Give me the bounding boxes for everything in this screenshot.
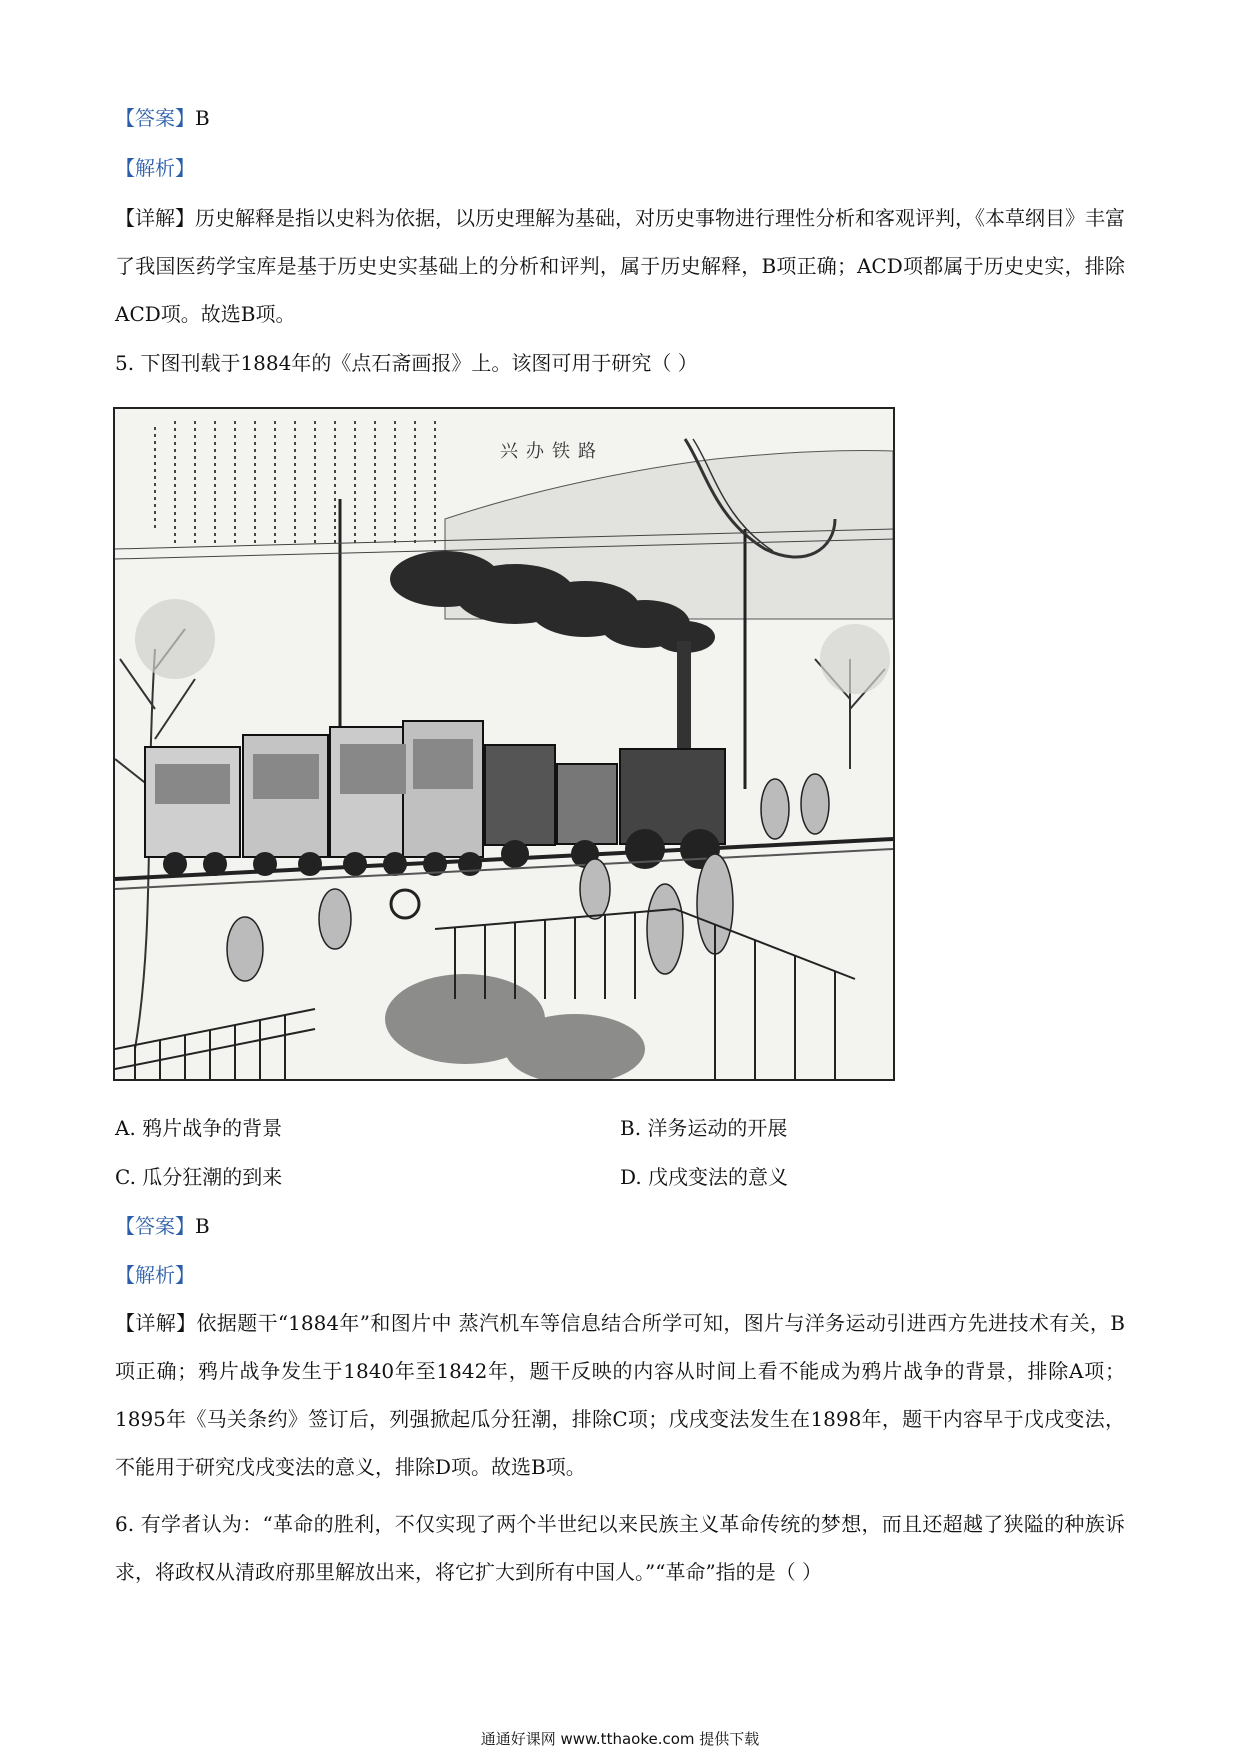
q5-detail-tag: 【详解】: [115, 1311, 197, 1335]
figure-caption: 兴办铁路: [500, 441, 604, 462]
q4-detail-tag: 【详解】: [115, 206, 195, 230]
q4-answer-tag: 【答案】: [115, 106, 195, 130]
q5-option-c: C. 瓜分狂潮的到来: [115, 1165, 283, 1189]
q5-historical-illustration: [113, 407, 895, 1081]
q4-answer-line: [115, 106, 210, 130]
q4-answer-value: B: [195, 106, 210, 130]
q5-answer-line: [115, 1214, 210, 1238]
q5-stem: 5. 下图刊载于1884年的《点石斋画报》上。该图可用于研究（ ）: [115, 351, 698, 375]
q5-answer-tag: 【答案】: [115, 1214, 195, 1238]
q4-detail-text: 历史解释是指以史料为依据，以历史理解为基础，对历史事物进行理性分析和客观评判，《本草纲目》丰富了我国医药学宝库是基于历史史实基础上的分析和评判，属于历史解释，B项正确；ACD项都属于历史史实，排除ACD项。故选B项。: [115, 206, 1125, 326]
q4-analysis-tag: 【解析】: [115, 156, 195, 180]
q5-detail: [115, 1299, 1125, 1491]
q6-stem: 6. 有学者认为：“革命的胜利，不仅实现了两个半世纪以来民族主义革命传统的梦想，而且还超越了狭隘的种族诉求，将政权从清政府那里解放出来，将它扩大到所有中国人。”“革命”指的是（ ）: [115, 1512, 1125, 1584]
q5-analysis-tag: 【解析】: [115, 1263, 195, 1287]
q5-answer-value: B: [195, 1214, 210, 1238]
q5-option-d: D. 戊戌变法的意义: [620, 1165, 789, 1189]
page-footer: 通通好课网 www.tthaoke.com 提供下载: [480, 1730, 760, 1748]
q5-detail-text: 依据题干“1884年”和图片中 蒸汽机车等信息结合所学可知，图片与洋务运动引进西方先进技术有关，B项正确；鸦片战争发生于1840年至1842年，题干反映的内容从时间上看不能成为鸦片战争的背景，排除A项；1895年《马关条约》签订后，列强掀起瓜分狂潮，排除C项；戊戌变法发生在1898年，题干内容早于戊戌变法，不能用于研究戊戌变法的意义，排除D项。故选B项。: [115, 1311, 1125, 1479]
q5-option-a: A. 鸦片战争的背景: [115, 1116, 283, 1140]
q4-detail: [115, 194, 1125, 338]
railway-engraving-image: [115, 409, 893, 1079]
q5-option-b: B. 洋务运动的开展: [620, 1116, 788, 1140]
